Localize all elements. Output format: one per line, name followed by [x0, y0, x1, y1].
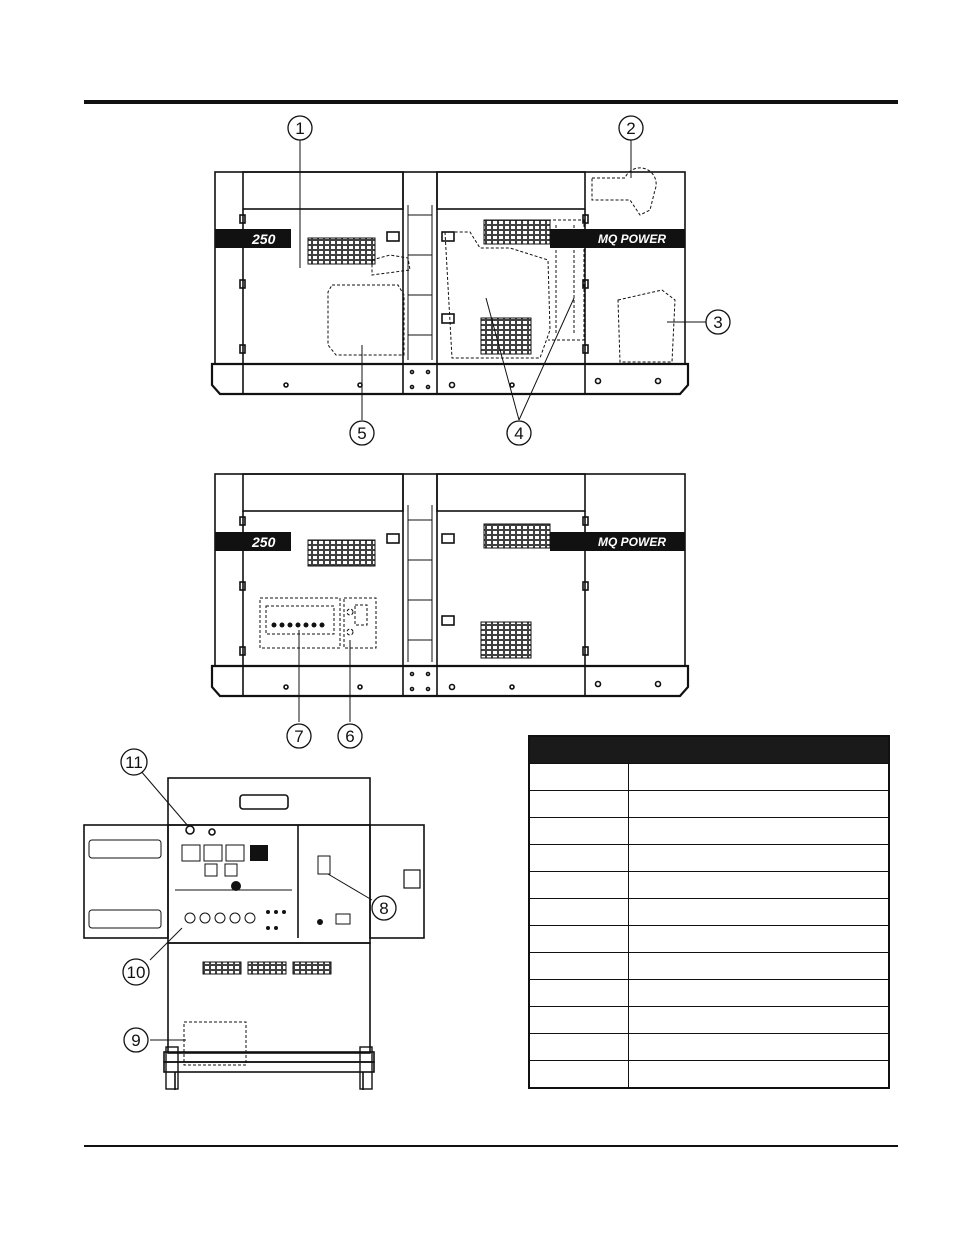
table-row [530, 1033, 888, 1060]
leader-lines [299, 630, 350, 722]
leader-lines [300, 140, 706, 420]
svg-text:4: 4 [514, 424, 524, 443]
model-label: 250 [252, 231, 276, 247]
svg-text:8: 8 [379, 899, 389, 918]
vent-grill [484, 220, 550, 244]
callout-10 [123, 959, 149, 985]
vent-grill [203, 962, 241, 974]
generator-left-side-view [212, 172, 688, 394]
svg-text:11: 11 [125, 753, 143, 772]
table-row [530, 790, 888, 817]
callout-7 [287, 724, 311, 748]
brand-label: MQ POWER [598, 232, 666, 246]
battery [184, 1022, 246, 1065]
vent-grill [248, 962, 286, 974]
callout-4 [507, 421, 531, 445]
table-row [530, 925, 888, 952]
callout-5 [350, 421, 374, 445]
vent-grill [484, 524, 550, 548]
table-row [530, 844, 888, 871]
footer-rule [84, 1145, 898, 1147]
legend-header [530, 737, 888, 763]
vent-grill [481, 318, 531, 354]
callout-2 [619, 116, 643, 140]
vent-grill [308, 540, 375, 566]
callout-1 [288, 116, 312, 140]
callout-3 [706, 310, 730, 334]
generator-right-side-view [212, 474, 688, 696]
terminal-lugs [272, 623, 325, 628]
control-knob [231, 881, 241, 891]
callout-9 [124, 1028, 148, 1052]
svg-text:9: 9 [131, 1031, 141, 1050]
svg-text:5: 5 [357, 424, 367, 443]
svg-text:2: 2 [626, 119, 636, 138]
callout-11 [121, 749, 147, 775]
table-row [530, 871, 888, 898]
table-row [530, 1006, 888, 1033]
vent-grill [481, 622, 531, 658]
legend-table [528, 735, 890, 1089]
output-terminal-panel [260, 598, 376, 648]
leader-lines [140, 770, 372, 1040]
model-label: 250 [252, 534, 276, 550]
table-row [530, 952, 888, 979]
svg-text:1: 1 [295, 119, 305, 138]
svg-text:6: 6 [345, 727, 355, 746]
callout-8 [372, 896, 396, 920]
svg-text:3: 3 [713, 313, 723, 332]
panel-buttons [266, 910, 286, 930]
callout-6 [338, 724, 362, 748]
vent-grill [293, 962, 331, 974]
svg-text:7: 7 [294, 727, 304, 746]
vent-grill [308, 238, 375, 264]
table-row [530, 817, 888, 844]
svg-text:10: 10 [126, 963, 146, 982]
table-row [530, 1060, 888, 1087]
table-row [530, 763, 888, 790]
brand-label: MQ POWER [598, 535, 666, 549]
display-screen [250, 845, 268, 861]
control-switch [317, 919, 323, 925]
table-row [530, 898, 888, 925]
table-row [530, 979, 888, 1006]
